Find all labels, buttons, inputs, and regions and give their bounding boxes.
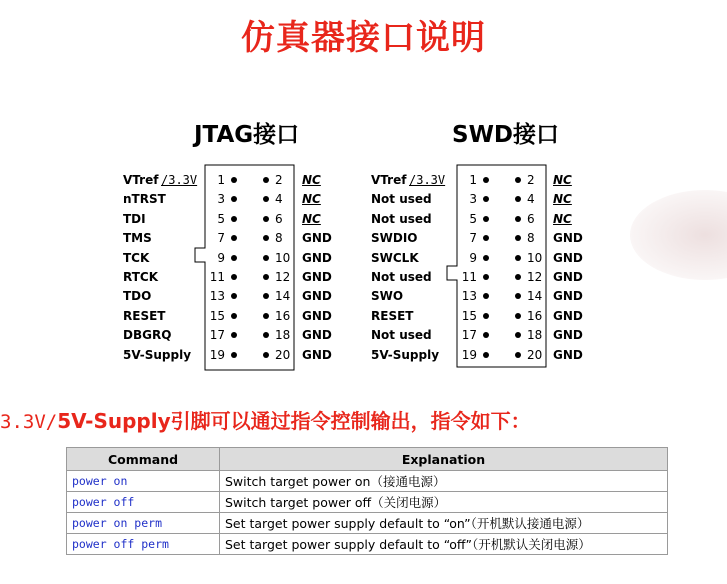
jtag-pin-label-right: GND — [302, 250, 332, 265]
jtag-pin-label-left: DBGRQ — [123, 328, 172, 343]
table-row — [67, 492, 668, 513]
swd-pin-number: 16 — [527, 308, 543, 323]
jtag-pin-number: 6 — [275, 211, 283, 226]
swd-pin-dot — [483, 274, 489, 280]
power-note-text: 5V-Supply引脚可以通过指令控制输出，指令如下： — [57, 409, 531, 433]
jtag-pin-number: 8 — [275, 231, 283, 246]
swd-pin-dot — [483, 313, 489, 319]
swd-vtref-voltage: /3.3V — [409, 173, 446, 187]
jtag-pin-dot — [231, 255, 237, 261]
command-cell: power off — [67, 492, 220, 513]
swd-pin-dot — [515, 216, 521, 222]
jtag-pin-label-left: nTRST — [123, 192, 166, 207]
swd-pin-number: 17 — [461, 328, 477, 343]
swd-pin-number: 12 — [527, 270, 543, 284]
command-table-header — [67, 448, 668, 471]
jtag-pin-label-right: GND — [302, 289, 332, 304]
swd-pin-number: 2 — [527, 173, 535, 187]
jtag-pin-label-left: 5V-Supply — [123, 347, 192, 362]
jtag-pin-number: 15 — [209, 308, 225, 323]
swd-pin-number: 10 — [527, 250, 543, 265]
page-title: 仿真器接口说明 — [241, 18, 486, 58]
jtag-pin-number: 20 — [275, 347, 291, 362]
swd-pin-label-right: GND — [553, 289, 583, 304]
jtag-pin-label-left: RESET — [123, 308, 166, 323]
explanation-cell: Set target power supply default to “off”（开机默认关闭电源） — [220, 534, 668, 555]
swd-pin-label-left: SWO — [371, 289, 404, 304]
jtag-pin-dot — [263, 313, 269, 319]
column-header-command: Command — [67, 448, 220, 471]
jtag-pin-number: 13 — [209, 289, 225, 304]
jtag-pin-label-left: VTref — [123, 173, 159, 187]
swd-pin-number: 13 — [461, 289, 477, 304]
jtag-pin-label-left: TDI — [123, 211, 146, 226]
swd-header: SWD接口 — [452, 122, 560, 148]
jtag-pin-dot — [231, 274, 237, 280]
jtag-pin-number: 17 — [209, 328, 225, 343]
jtag-pin-label-right: GND — [302, 347, 332, 362]
jtag-pin-dot — [263, 216, 269, 222]
swd-pin-label-right: GND — [553, 347, 583, 362]
swd-pin-label-left: SWCLK — [371, 250, 419, 265]
jtag-pin-label-right: GND — [302, 231, 332, 246]
swd-pin-dot — [483, 352, 489, 358]
command-cell: power off perm — [67, 534, 220, 555]
jtag-pin-number: 3 — [217, 192, 225, 207]
jtag-pin-label-right: GND — [302, 328, 332, 343]
explanation-cell: Switch target power off（关闭电源） — [220, 492, 668, 513]
swd-pin-label-right: GND — [553, 270, 583, 284]
swd-pin-dot — [515, 255, 521, 261]
swd-pin-label-right: GND — [553, 231, 583, 246]
jtag-pin-dot — [231, 177, 237, 183]
swd-pin-label-left: Not used — [371, 211, 432, 226]
jtag-pin-label-right: NC — [302, 192, 321, 207]
jtag-pin-dot — [231, 313, 237, 319]
jtag-pin-number: 19 — [209, 347, 225, 362]
swd-pin-number: 20 — [527, 347, 543, 362]
jtag-pin-label-right: NC — [302, 211, 321, 226]
jtag-pin-label-right: GND — [302, 270, 332, 284]
jtag-pin-dot — [231, 352, 237, 358]
command-cell: power on perm — [67, 513, 220, 534]
swd-pin-number: 9 — [469, 250, 477, 265]
swd-pin-number: 4 — [527, 192, 535, 207]
swd-pin-number: 5 — [469, 211, 477, 226]
swd-pin-number: 15 — [461, 308, 477, 323]
table-row — [67, 513, 668, 534]
jtag-pin-label-right: NC — [302, 173, 321, 187]
command-table — [66, 447, 668, 555]
jtag-pin-label-left: TCK — [123, 250, 150, 265]
swd-pin-label-right: GND — [553, 308, 583, 323]
swd-pin-label-left: SWDIO — [371, 231, 418, 246]
jtag-pin-number: 14 — [275, 289, 291, 304]
jtag-pin-number: 18 — [275, 328, 291, 343]
power-note-prefix: 3.3V/ — [0, 411, 58, 433]
jtag-pin-number: 7 — [217, 231, 225, 246]
jtag-pin-number: 12 — [275, 270, 291, 284]
jtag-pin-dot — [231, 216, 237, 222]
jtag-pin-label-right: GND — [302, 308, 332, 323]
swd-pin-label-left: Not used — [371, 192, 432, 207]
jtag-pin-dot — [263, 177, 269, 183]
swd-pin-number: 3 — [469, 192, 477, 207]
swd-pin-dot — [515, 313, 521, 319]
jtag-pin-label-left: RTCK — [123, 270, 158, 284]
jtag-pin-dot — [263, 255, 269, 261]
explanation-cell: Switch target power on（接通电源） — [220, 471, 668, 492]
swd-pin-dot — [483, 177, 489, 183]
swd-pin-label-left: RESET — [371, 308, 414, 323]
swd-pin-label-right: NC — [553, 173, 572, 187]
jtag-pin-number: 9 — [217, 250, 225, 265]
swd-pin-dot — [515, 274, 521, 280]
swd-pin-number: 8 — [527, 231, 535, 246]
swd-pin-label-left: VTref — [371, 173, 407, 187]
swd-pin-label-left: 5V-Supply — [371, 347, 440, 362]
swd-pin-number: 11 — [461, 270, 477, 284]
swd-pin-label-right: NC — [553, 192, 572, 207]
swd-pin-number: 14 — [527, 289, 543, 304]
swd-pin-dot — [515, 177, 521, 183]
jtag-pin-number: 2 — [275, 173, 283, 187]
swd-pin-dot — [483, 255, 489, 261]
command-cell: power on — [67, 471, 220, 492]
table-row — [67, 471, 668, 492]
jtag-pin-number: 5 — [217, 211, 225, 226]
jtag-vtref-voltage: /3.3V — [161, 173, 198, 187]
swd-pin-label-left: Not used — [371, 270, 432, 284]
explanation-cell: Set target power supply default to “on”（开机默认接通电源） — [220, 513, 668, 534]
jtag-pin-dot — [263, 352, 269, 358]
table-row — [67, 534, 668, 555]
swd-pin-number: 7 — [469, 231, 477, 246]
jtag-pin-label-left: TDO — [123, 289, 152, 304]
swd-pin-number: 19 — [461, 347, 477, 362]
jtag-pin-number: 1 — [217, 173, 225, 187]
jtag-pin-label-left: TMS — [123, 231, 152, 246]
jtag-pin-number: 11 — [209, 270, 225, 284]
power-note — [0, 405, 531, 434]
jtag-pin-number: 4 — [275, 192, 283, 207]
swd-pin-number: 18 — [527, 328, 543, 343]
swd-pin-number: 1 — [469, 173, 477, 187]
swd-pin-dot — [483, 216, 489, 222]
jtag-header: JTAG接口 — [194, 122, 300, 148]
jtag-pin-number: 10 — [275, 250, 291, 265]
jtag-pin-number: 16 — [275, 308, 291, 323]
swd-pin-label-right: GND — [553, 250, 583, 265]
swd-pin-label-right: GND — [553, 328, 583, 343]
jtag-pin-dot — [263, 274, 269, 280]
swd-pin-label-right: NC — [553, 211, 572, 226]
swd-pin-label-left: Not used — [371, 328, 432, 343]
swd-pin-dot — [515, 352, 521, 358]
swd-pin-number: 6 — [527, 211, 535, 226]
column-header-explanation: Explanation — [220, 448, 668, 471]
